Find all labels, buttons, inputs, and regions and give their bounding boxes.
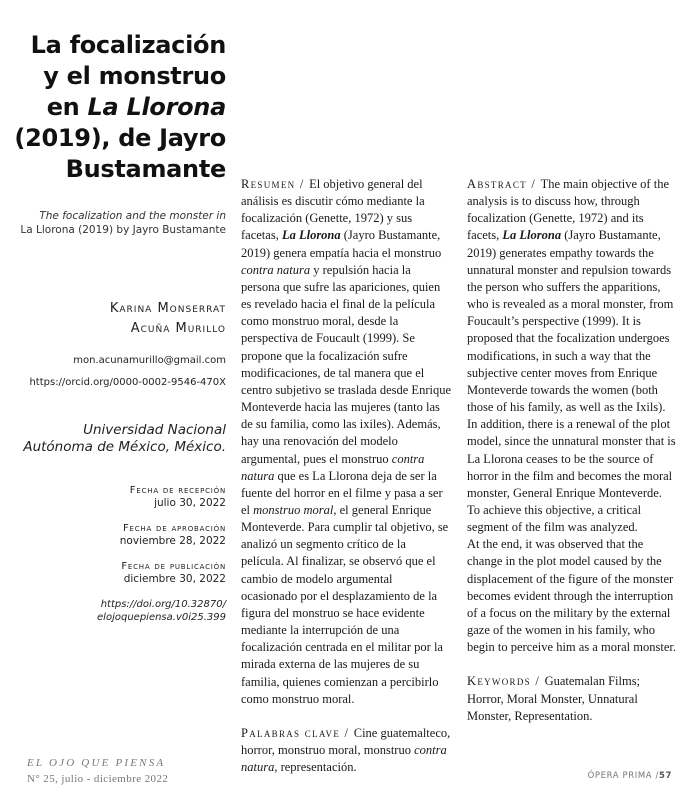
resumen-text: El objetivo general del análisis es discutir cómo mediante la focalización (Genette, 1972) y sus facetas, [241,177,425,243]
resumen-italic: contra natura [241,451,425,483]
approved-date [14,522,226,548]
resumen-text: que es La Llorona deja de ser la fuente del horror en el filme y pasa a ser el [241,468,443,517]
title-line: (2019), de Jayro [14,124,226,152]
publication-dates [14,484,226,586]
published-date [14,560,226,586]
english-column [467,176,677,725]
approved-date-value: noviembre 28, 2022 [119,535,226,547]
abstract-paragraph [467,176,677,502]
author-name-line: Karina Monserrat [109,301,226,316]
resumen-italic: contra natura [241,262,311,277]
published-date-label: Fecha de publicación [121,561,226,572]
title-line: y el monstruo [43,62,226,90]
journal-name: EL OJO QUE PIENSA [27,757,166,769]
author-contact [14,353,226,391]
page-number: 57 [658,771,672,781]
title-line: en [46,93,88,121]
resumen-text: (Jayro Bustamante, 2019) genera empatía hacia el monstruo [241,228,442,260]
resumen-italic: monstruo moral [253,502,334,517]
resumen-paragraph [241,176,451,708]
journal-issue: N° 25, julio - diciembre 2022 [27,773,169,785]
abstract-film-name: La Llorona [502,228,562,243]
english-title [14,209,226,237]
received-date-label: Fecha de recepción [129,485,226,496]
journal-footer [27,756,168,786]
resumen-film-name: La Llorona [281,228,341,243]
doi-line: https://doi.org/10.32870/ [100,599,226,610]
resumen-text: y repulsión hacia la persona que sufre las apariciones, quien es revelado hacia el final de la película como monstruo moral, desde la perspectiva de Foucault (1999). Se propone que la focalización sufre modificaciones, de tal manera que el centro subjetivo se traslada desde Enrique Monteverde hacia las mujeres (tanto las de su familia, como las ixiles). Además, hay una renovación del modelo argumental, pues el monstruo [241,262,451,466]
title-line: La focalización [30,31,226,59]
palabras-clave-paragraph [241,725,451,776]
english-title-line: The focalization and the monster in [39,210,226,222]
palabras-clave-italic: contra natura [241,743,447,775]
abstract-text: (Jayro Bustamante, 2019) generates empathy towards the unnatural monster and repulsion towards the person who suffers the apparitions, who is revealed as a moral monster, from Foucault’s perspective (1999). It is proposed that the focalization undergoes modifications, in such a way that the subjective center moves from Enrique Monteverde towards the women (both those of his family, as well as the Ixils). In addition, there is a renewal of the plot model, since the unnatural monster that is La Llorona ceases to be the source of horror in the film and becomes the moral monster, General Enrique Monteverde. [467,228,676,500]
spanish-column [241,176,451,776]
resumen-label: Resumen / [241,177,310,191]
palabras-clave-text: Cine guatemalteco, horror, monstruo moral, monstruo [241,725,451,757]
institution-line: Universidad Nacional [83,422,226,438]
abstract-paragraph: At the end, it was observed that the change in the plot model caused by the displacement of the figure of the monster becomes evident through the interruption of a focus on the military by the external gaze of the women in his family, who begin to perceive him as a moral monster. [467,537,676,655]
page-footer [588,771,672,781]
article-sidebar [14,30,226,624]
palabras-clave-label: Palabras clave / [241,725,354,740]
author-email[interactable]: mon.acunamurillo@gmail.com [73,355,226,366]
keywords-label: Keywords / [467,674,545,689]
resumen-text: , el general Enrique Monteverde. Para cumplir tal objetivo, se analizó un segmento crítico de la película. Al finalizar, se observó que el cambio de modelo argumental ocasionado por el desplazamiento de la figura del monstruo se hace evidente mediante la interrupción de una focalización centrada en el militar por la mirada externa de las mujeres de su familia, quienes comienzan a percibirlo como monstruo moral. [241,502,449,706]
abstract-paragraph: To achieve this objective, a critical segment of the film was analyzed. [467,502,642,535]
title-line: Bustamante [65,155,226,183]
institution-line: Autónoma de México, México. [23,439,226,455]
abstract-text: The main objective of the analysis is to discuss how, through focalization (Genette, 1972) and its facets, [467,177,669,243]
received-date-value: julio 30, 2022 [154,497,226,509]
doi-link[interactable] [14,598,226,624]
keywords-text: Guatemalan Films; Horror, Moral Monster, Unnatural Monster, Representation. [467,674,641,723]
author-institution [14,422,226,456]
article-title [14,30,226,185]
author-name [14,299,226,339]
doi-line: elojoquepiensa.v0i25.399 [97,612,226,623]
section-name: ÓPERA PRIMA / [587,771,659,781]
english-title-line: La Llorona (2019) by Jayro Bustamante [20,224,226,236]
title-film-name: La Llorona [87,93,226,121]
keywords-paragraph [467,673,677,724]
palabras-clave-text: , representación. [274,760,357,775]
author-name-line: Acuña Murillo [130,321,226,336]
received-date [14,484,226,510]
published-date-value: diciembre 30, 2022 [123,573,226,585]
approved-date-label: Fecha de aprobación [122,523,226,534]
abstract-label: Abstract / [467,177,541,191]
author-orcid-link[interactable]: https://orcid.org/0000-0002-9546-470X [29,377,226,388]
